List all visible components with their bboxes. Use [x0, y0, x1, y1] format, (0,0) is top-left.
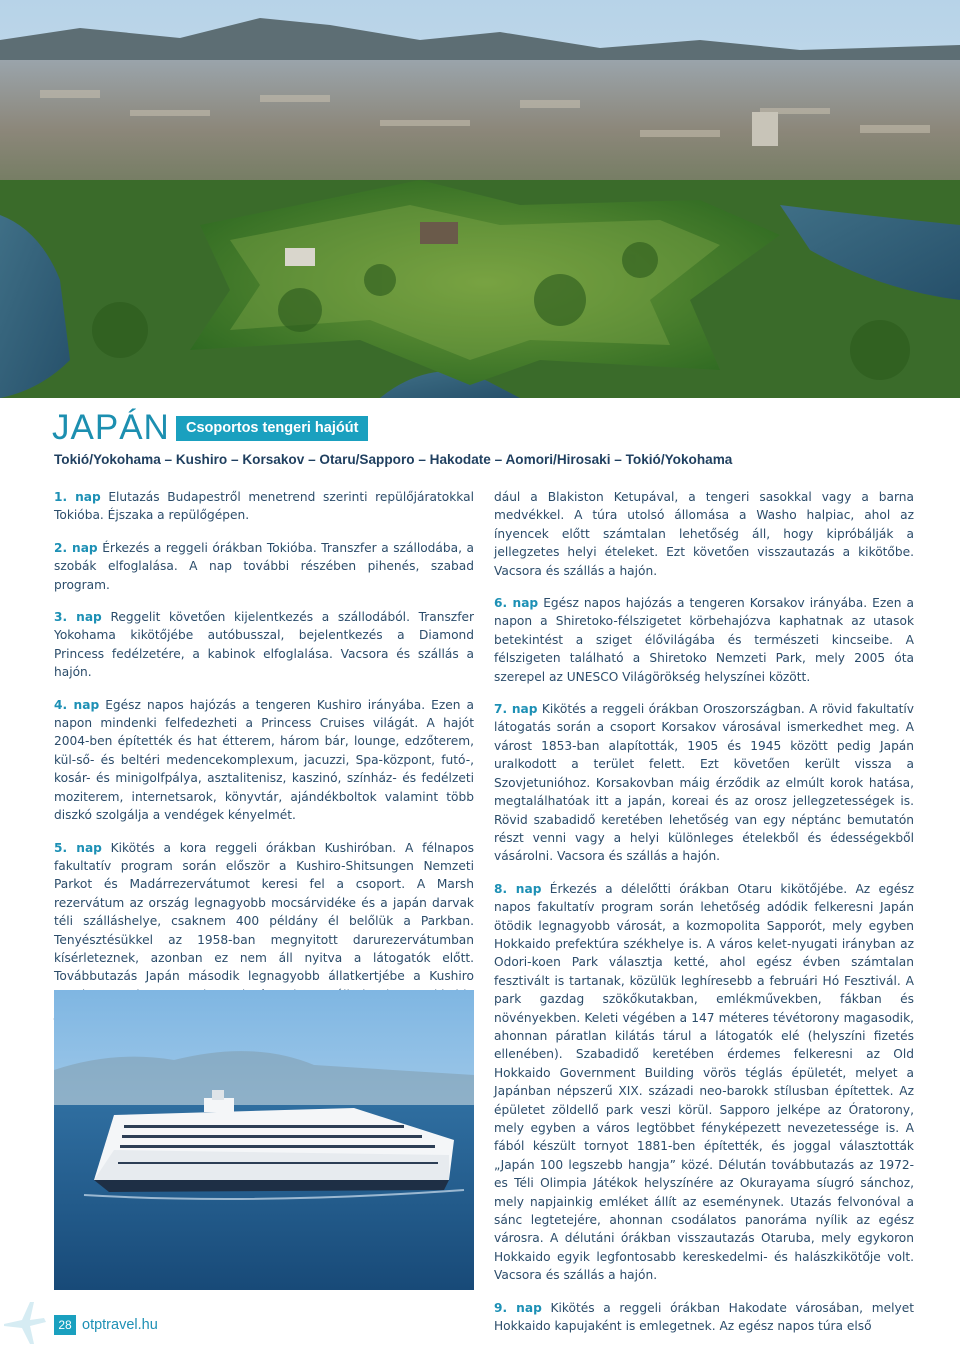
day-text: Reggelit követően kijelentkezés a szállodából. Transzfer Yokohama kikötőjébe autóbusszal, bejelentkezés a Diamond Princess fedélzetére, a kabinok elfoglalása. Vacsora és szállás a hajón. — [54, 610, 475, 680]
left-column — [54, 488, 474, 1037]
day-text: Érkezés a délelőtti órákban Otaru kikötőjébe. Az egész napos fakultatív program során lehetőség adódik felkeresni Japán ötödik legnagyobb városát, a kozmopolita Sapporót, mely egyben Hokkaido prefektúra székhelye is. A város kelet-nyugati irányban az Odori-koen Park választja ketté, ahol egész évben számtalan fesztivált is tartanak, közülük leghíresebb a februári Hó Fesztivál. A park gazdag szökőkutakban, emlékművekben, fákban és növényekben. Keleti végében a 147 méteres tévétorony magasodik, ahonnan páratlan kilátás tárul a látogatók elé (helyszíni fizetés ellenében). Szabadidő keretében érdemes felkeresni az Old Hokkaido Government Building vörös téglás épületét, melyet a Japánban népszerű XIX. századi neo-barokk stílusban építettek. Az épületet zöldellő park veszi körül. Sapporo jelképe az Óratorony, mely egyben a város legtöbbet fényképezett nevezetessége is. A fából készült tornyot 1881-ben építették, és joggal választották „Japán 100 legszebb hangja” közé. Délután továbbutazás az 1972-es Téli Olimpia Játékok helyszínére az Okurayama síugró sánchoz, mely napjainkig emléket állít az eseménynek. Utazás felvonóval a sánc legtetejére, ahonnan csodálatos panoráma nyílik az egész városra. A délutáni órákban visszautazás Otaruba, mely egykoron Hokkaido egyik legfontosabb kereskedelmi- és halászkikötője volt. Vacsora és szállás a hajón. — [494, 881, 914, 1283]
day-9 — [494, 1299, 914, 1336]
day-3 — [54, 608, 474, 682]
cruise-ship-photo — [54, 990, 474, 1290]
day-4 — [54, 696, 474, 825]
route-line: Tokió/Yokohama – Kushiro – Korsakov – Otaru/Sapporo – Hakodate – Aomori/Hirosaki – Tokió/Yokohama — [54, 452, 733, 467]
day-number: 6. nap — [494, 596, 539, 611]
site-link[interactable]: otptravel.hu — [82, 1317, 158, 1333]
page-number: 28 — [54, 1315, 76, 1335]
day-text: Kikötés a reggeli órákban Oroszországban. A rövid fakultatív látogatás során a csoport Korsakov városával ismerkedhet meg. A várost 1853-ban alapították, 1905 és 1945 között pedig Japán uralkodott a terület felett. Ezt követően került vissza a Szovjetunióhoz. Korsakovban máig érződik az elmúlt korok hatása, megtalálhatóak itt a japán, koreai és az orosz jellegzetességek is. Rövid szabadidő keretében lehetőség van egy néptánc bemutatón részt venni vagy a helyi különleges ételekből és édességekből vásárolni. Vacsora és szállás a hajón. — [494, 702, 914, 864]
day-2 — [54, 539, 474, 594]
day-text: Elutazás Budapestről menetrend szerinti repülőjáratokkal Tokióba. Éjszaka a repülőgépen. — [54, 490, 474, 523]
right-column — [494, 488, 914, 1349]
page-title: JAPÁN — [52, 408, 170, 447]
day-number: 1. nap — [54, 490, 101, 504]
day-7 — [494, 700, 914, 866]
day-number: 7. nap — [494, 702, 538, 717]
day-1 — [54, 488, 474, 525]
day-number: 9. nap — [494, 1300, 542, 1315]
day-number: 5. nap — [54, 840, 102, 855]
day-number: 3. nap — [54, 610, 102, 625]
day-text: Kikötés a reggeli órákban Hakodate városában, melyet Hokkaido kapujaként is emlegetnek. Az egész napos túra első — [494, 1300, 914, 1334]
day-8 — [494, 880, 914, 1285]
day-text: Egész napos hajózás a tengeren Korsakov irányába. Ezen a napon a Shiretoko-félszigetet körbehajózva kaphatnak az utasok betekintést a sziget élővilágába és természeti kincseibe. A félszigeten található a Shiretoko Nemzeti Park, mely 2005 óta szerepel az UNESCO Világörökség helyszínei között. — [494, 596, 914, 684]
day-text: Kikötés a kora reggeli órákban Kushiróban. A félnapos fakultatív program során először a Kushiro-Shitsungen Nemzeti Parkot és Madárrezervátumot keresi fel a csoport. A Marsh rezervátum az ország legnagyobb mocsárvidéke és a japán darvak téli szálláshelye, csaknem 400 példány él belőlük a Parkban. Tenyésztésükkel az 1958-ban megnyitott darurezervátumban kísérleteznek, azonban ez nem áll nyitva a látogatók előtt. Továbbutazás Japán második legnagyobb állatkertjébe a Kushiro — [54, 840, 474, 984]
trip-type-badge: Csoportos tengeri hajóút — [176, 416, 368, 441]
day-number: 2. nap — [54, 540, 98, 555]
day-6 — [494, 594, 914, 686]
day-5-continued: dául a Blakiston Ketupával, a tengeri sasokkal vagy a barna medvékkel. A túra utolsó állomása a Washo halpiac, ahol az ínyencek előtt számtalan lehetőség áll, hogy kipróbálják a jellegzetes helyi ételeket. Ezt követően visszautazás a kikötőbe. Vacsora és szállás a hajón. — [494, 490, 914, 578]
hero-photo — [0, 0, 960, 398]
day-text: Érkezés a reggeli órákban Tokióba. Transzfer a szállodába, a szobák elfoglalása. A nap további részében pihenés, szabad program. — [54, 540, 474, 592]
plane-icon — [0, 1298, 48, 1348]
day-text: Egész napos hajózás a tengeren Kushiro irányába. Ezen a napon mindenki felfedezheti a Princess Cruises világát. A hajót 2004-ben építették és hat étterem, három bár, lounge, edzőterem, kül-ső- és beltéri medencekomplexum, jacuzzi, Spa-központ, futó-, kosár- és minigolfpálya, asztalitenisz, kaszinó, színház- és fedélzeti moziterem, internetsarok, könyvtár, ajándékboltok valamint több diszkó szolgálja a vendégek kényelmét. — [54, 697, 474, 823]
day-number: 4. nap — [54, 697, 100, 712]
day-number: 8. nap — [494, 881, 542, 896]
